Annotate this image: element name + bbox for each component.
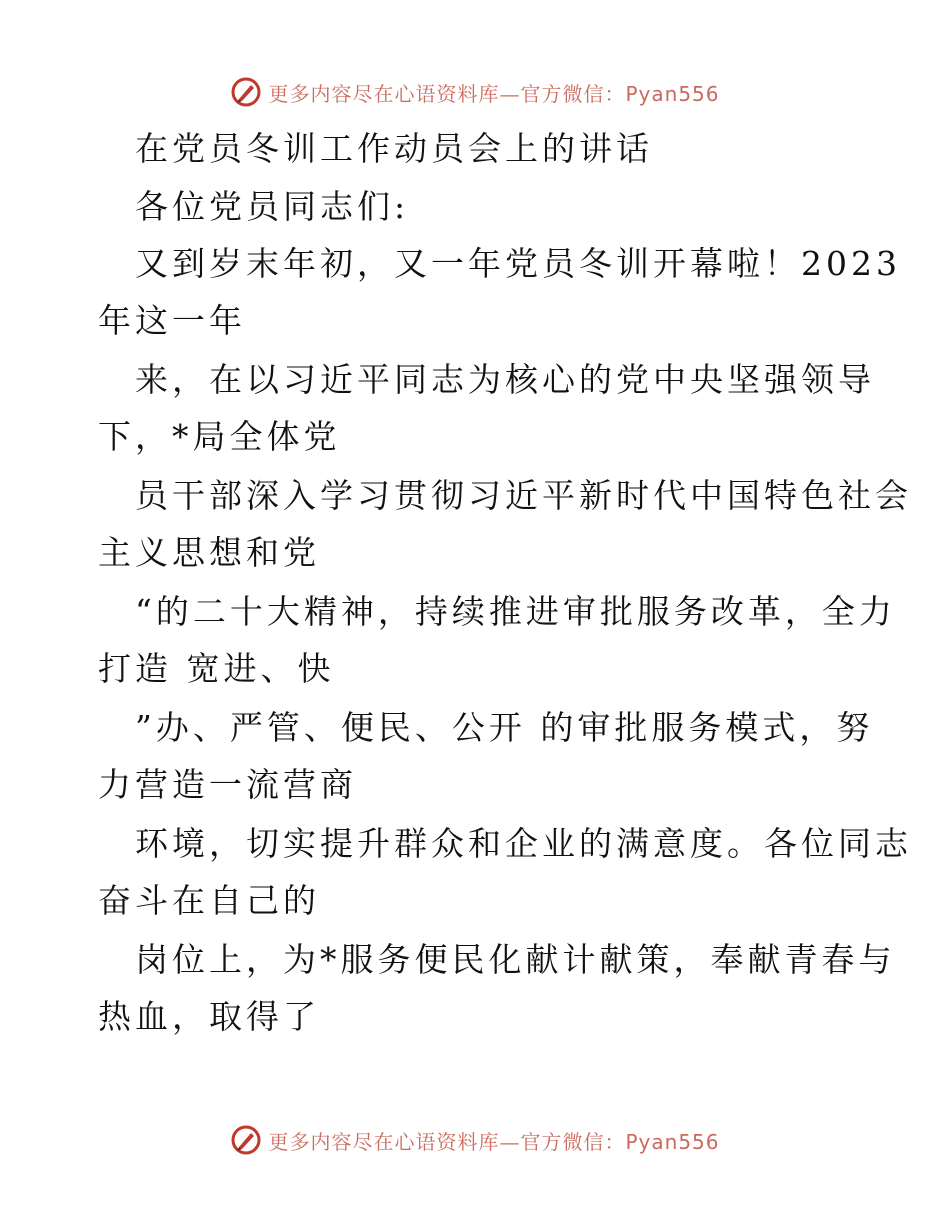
pen-logo-icon [230, 1124, 262, 1156]
paragraph-line: “的二十大精神，持续推进审批服务改革，全力 [135, 592, 896, 631]
paragraph-line: 奋斗在自己的 [98, 881, 320, 920]
paragraph-line: 年这一年 [98, 301, 246, 340]
paragraph-line: 员干部深入学习贯彻习近平新时代中国特色社会 [135, 476, 912, 515]
paragraph-line: 下，*局全体党 [98, 417, 341, 456]
paragraph-line: 环境，切实提升群众和企业的满意度。各位同志 [135, 824, 912, 863]
footer-watermark [0, 1120, 950, 1160]
paragraph-line: 来，在以习近平同志为核心的党中央坚强领导 [135, 360, 875, 399]
document-title: 在党员冬训工作动员会上的讲话 [135, 129, 653, 168]
paragraph-line: 主义思想和党 [98, 533, 320, 572]
paragraph-line: ”办、严管、便民、公开 的审批服务模式，努 [135, 708, 874, 747]
pen-logo-icon [230, 76, 262, 108]
paragraph-line: 打造 宽进、快 [98, 649, 335, 688]
paragraph-line: 力营造一流营商 [98, 765, 357, 804]
paragraph-line: 岗位上，为*服务便民化献计献策，奉献青春与 [135, 940, 896, 979]
salutation: 各位党员同志们: [135, 187, 410, 226]
watermark-text: 更多内容尽在心语资料库—官方微信：Pyan556 [268, 81, 720, 106]
header-watermark [0, 72, 950, 112]
paragraph-line: 热血，取得了 [98, 997, 320, 1036]
watermark-text: 更多内容尽在心语资料库—官方微信：Pyan556 [268, 1129, 720, 1154]
paragraph-line: 又到岁末年初，又一年党员冬训开幕啦！2023 [135, 244, 901, 283]
